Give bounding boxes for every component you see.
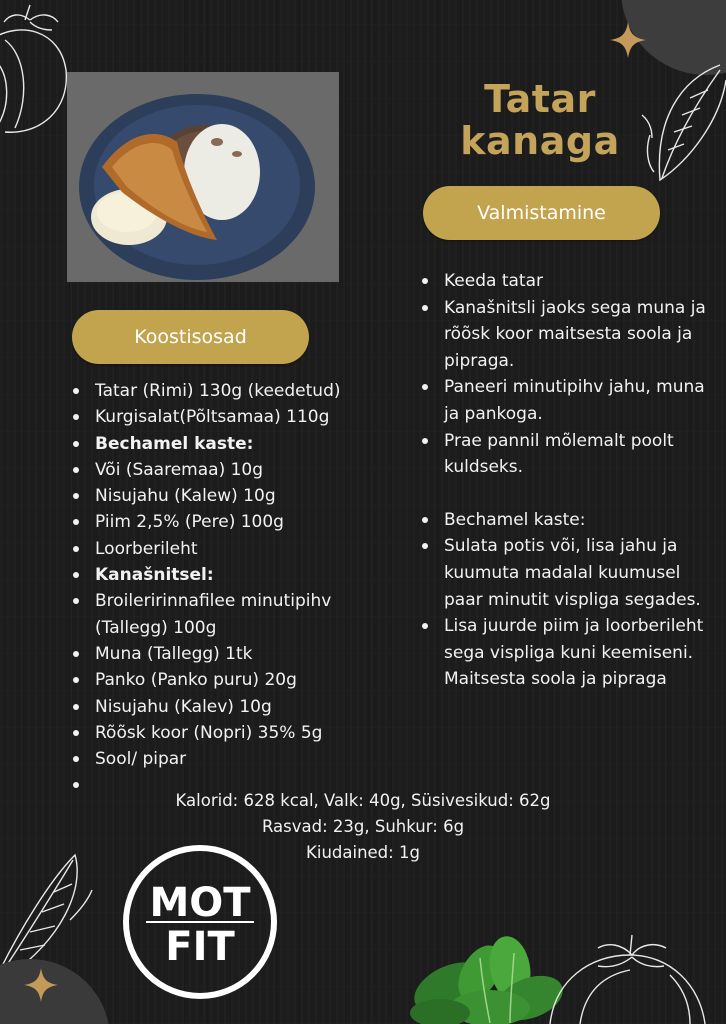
list-item: Piim 2,5% (Pere) 100g [71, 509, 401, 535]
step-item: Sulata potis või, lisa jahu ja kuumuta madalal kuumusel paar minutit vispliga segades. [420, 533, 710, 613]
step-item: Paneeri minutipihv jahu, muna ja pankoga. [420, 374, 710, 427]
logo-line-2: FIT [165, 924, 235, 970]
corner-circle-decoration [0, 944, 120, 1024]
dish-photo [67, 72, 339, 282]
nutrition-line-1: Kalorid: 628 kcal, Valk: 40g, Süsivesikud: 62g [175, 791, 551, 810]
preparation-header [423, 186, 660, 240]
star-sparkle-icon [610, 22, 646, 58]
list-item: Panko (Panko puru) 20g [71, 667, 401, 693]
list-item: Rõõsk koor (Nopri) 35% 5g [71, 720, 401, 746]
list-item: Bechamel kaste: [71, 431, 401, 457]
list-item: Nisujahu (Kalew) 10g [71, 483, 401, 509]
step-item: Kanašnitsli jaoks sega muna ja rõõsk koor maitsesta soola ja pipraga. [420, 295, 710, 375]
list-item: Kanašnitsel: [71, 562, 401, 588]
nutrition-line-3: Kiudained: 1g [306, 843, 420, 862]
ingredients-header [72, 310, 309, 364]
list-item: Broileririnnafilee minutipihv (Tallegg) 100g [71, 588, 401, 641]
list-item: Kurgisalat(Põltsamaa) 110g [71, 404, 401, 430]
list-item: Muna (Tallegg) 1tk [71, 641, 401, 667]
list-item: Sool/ pipar [71, 746, 401, 772]
logo-line-1: MOT [149, 880, 251, 926]
star-sparkle-icon [24, 968, 58, 1002]
list-item: Loorberileht [71, 536, 401, 562]
step-item: Prae pannil mõlemalt poolt kuldseks. [420, 428, 710, 481]
step-item: Bechamel kaste: [420, 507, 710, 534]
list-item: Nisujahu (Kalev) 10g [71, 694, 401, 720]
recipe-title [420, 78, 660, 162]
list-item: Või (Saaremaa) 10g [71, 457, 401, 483]
title-line-1: Tatar [484, 77, 596, 121]
tomato-sketch-icon [540, 930, 726, 1024]
ingredients-header-label: Koostisosad [134, 326, 247, 348]
motfit-logo [120, 842, 280, 1002]
tomato-sketch-icon [0, 0, 70, 140]
nutrition-line-2: Rasvad: 23g, Suhkur: 6g [261, 817, 465, 836]
step-item: Lisa juurde piim ja loorberileht sega vispliga kuni keemiseni. Maitsesta soola ja pipraga [420, 613, 710, 693]
preparation-steps [420, 268, 710, 693]
list-item: Tatar (Rimi) 130g (keedetud) [71, 378, 401, 404]
step-item: Keeda tatar [420, 268, 710, 295]
preparation-header-label: Valmistamine [477, 202, 606, 224]
title-line-2: kanaga [460, 119, 620, 163]
ingredients-list [71, 378, 401, 799]
